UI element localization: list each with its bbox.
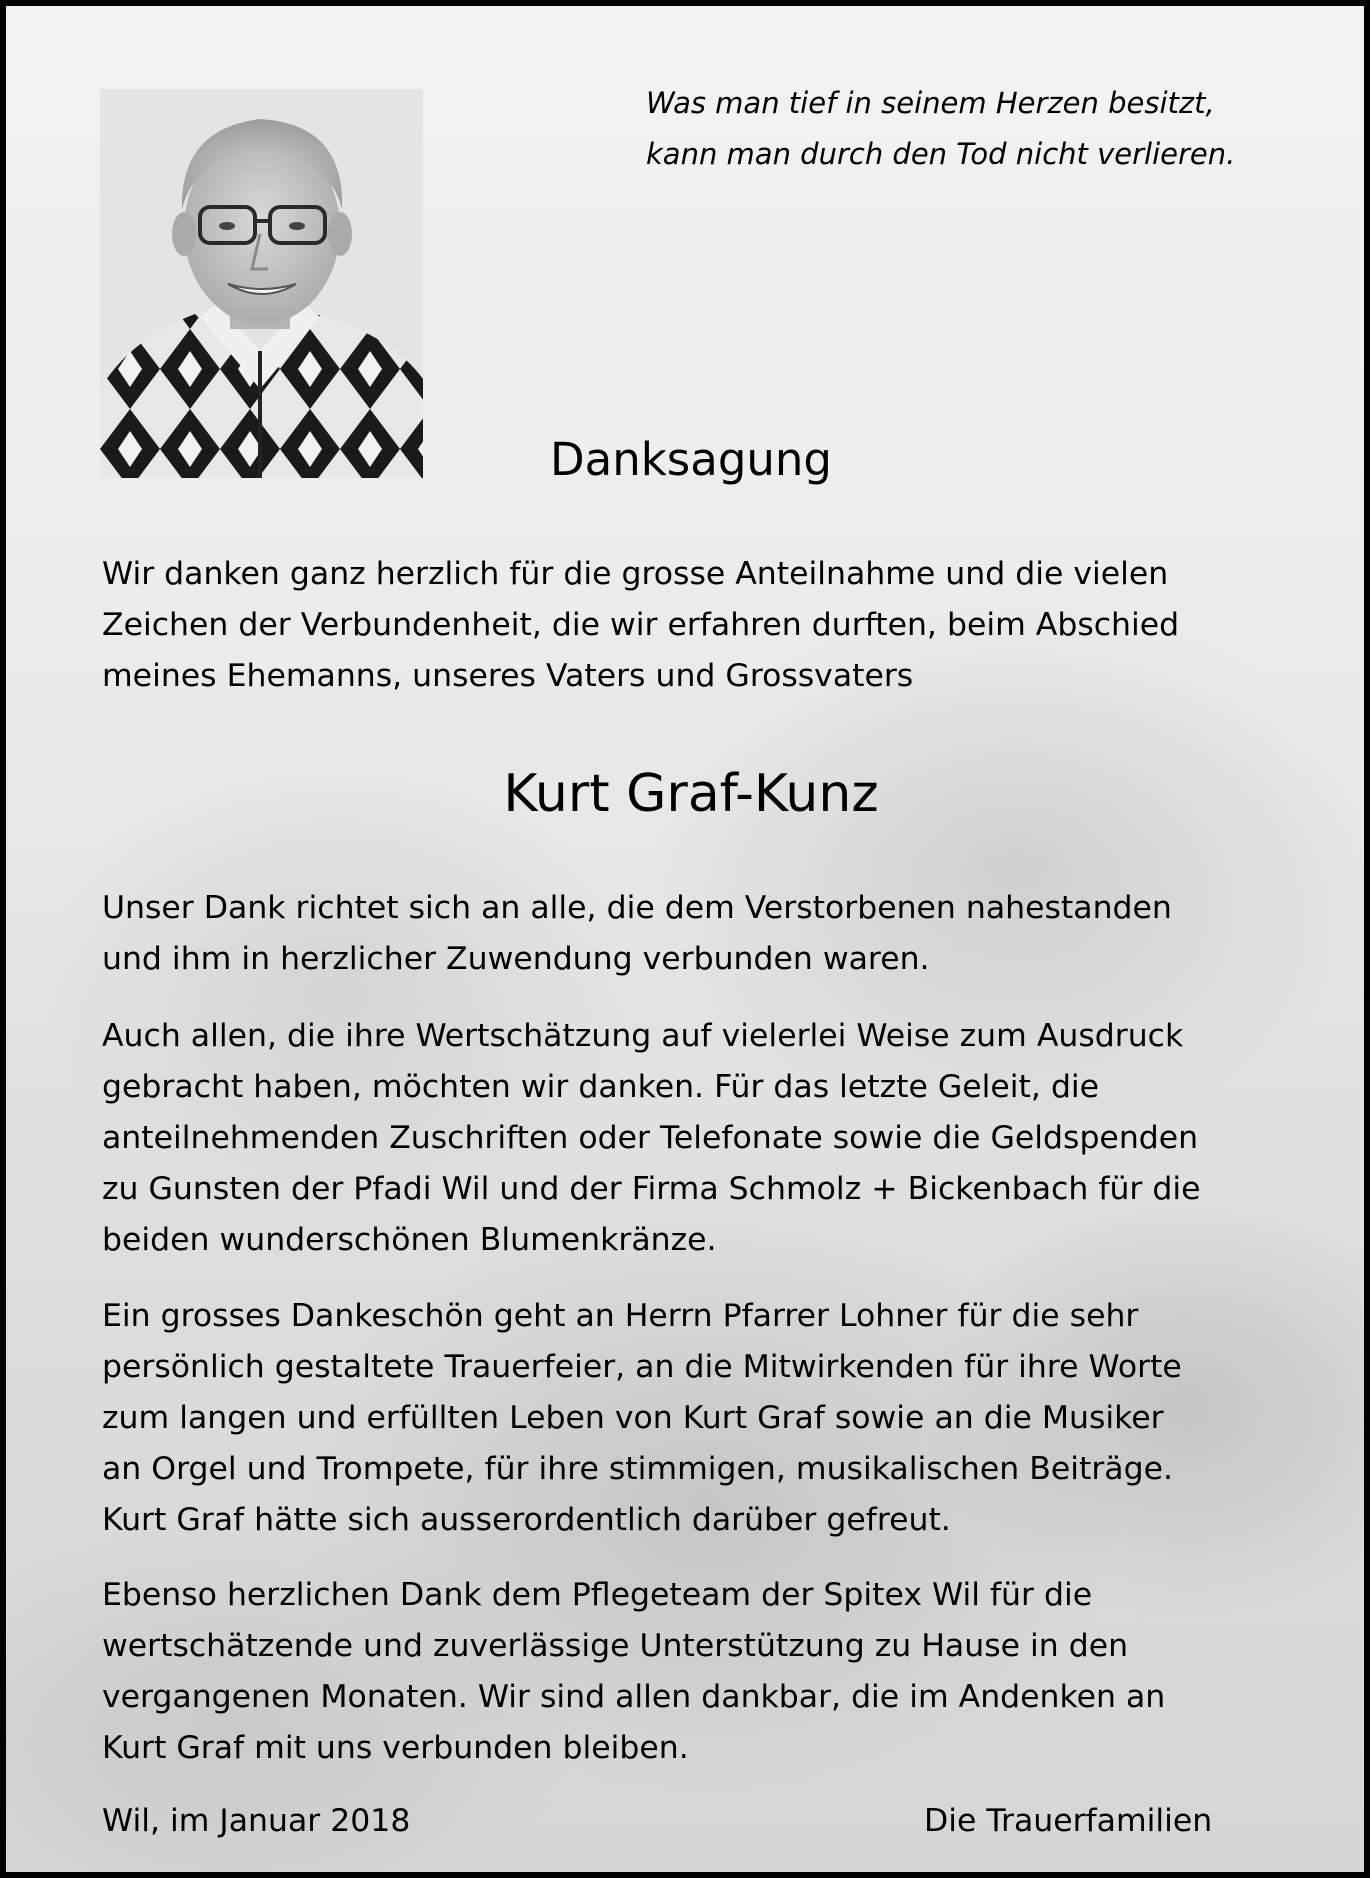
text-line: wertschätzende und zuverlässige Unterstützung zu Hause in den xyxy=(102,1628,1129,1664)
text-line: persönlich gestaltete Trauerfeier, an die Mitwirkenden für ihre Worte xyxy=(102,1349,1182,1385)
paragraph-thanks-appreciation xyxy=(102,1011,1302,1266)
text-line: anteilnehmenden Zuschriften oder Telefonate sowie die Geldspenden xyxy=(102,1120,1199,1156)
text-line: Auch allen, die ihre Wertschätzung auf vielerlei Weise zum Ausdruck xyxy=(102,1018,1184,1054)
text-line: Kurt Graf mit uns verbunden bleiben. xyxy=(102,1730,689,1766)
page-title: Danksagung xyxy=(550,433,832,486)
text-line: an Orgel und Trompete, für ihre stimmigen, musikalischen Beiträge. xyxy=(102,1451,1173,1487)
epigraph-quote xyxy=(646,78,1286,180)
paragraph-thanks-care-team xyxy=(102,1570,1302,1774)
text-line: Zeichen der Verbundenheit, die wir erfahren durften, beim Abschied xyxy=(102,607,1180,643)
place-date: Wil, im Januar 2018 xyxy=(102,1803,411,1839)
text-line: meines Ehemanns, unseres Vaters und Grossvaters xyxy=(102,658,914,694)
text-line: Ein grosses Dankeschön geht an Herrn Pfarrer Lohner für die sehr xyxy=(102,1298,1139,1334)
text-line: Kurt Graf hätte sich ausserordentlich darüber gefreut. xyxy=(102,1502,951,1538)
text-line: Wir danken ganz herzlich für die grosse Anteilnahme und die vielen xyxy=(102,556,1169,592)
text-line: Ebenso herzlichen Dank dem Pflegeteam der Spitex Wil für die xyxy=(102,1577,1093,1613)
deceased-name: Kurt Graf-Kunz xyxy=(503,764,879,824)
signature: Die Trauerfamilien xyxy=(924,1803,1213,1839)
text-line: und ihm in herzlicher Zuwendung verbunden waren. xyxy=(102,941,930,977)
quote-line: Was man tief in seinem Herzen besitzt, xyxy=(646,86,1215,120)
quote-line: kann man durch den Tod nicht verlieren. xyxy=(646,137,1236,171)
text-line: gebracht haben, möchten wir danken. Für das letzte Geleit, die xyxy=(102,1069,1100,1105)
text-line: zu Gunsten der Pfadi Wil und der Firma Schmolz + Bickenbach für die xyxy=(102,1171,1201,1207)
text-line: beiden wunderschönen Blumenkränze. xyxy=(102,1222,717,1258)
paragraph-thanks-ceremony xyxy=(102,1291,1302,1546)
intro-paragraph xyxy=(102,549,1302,702)
text-line: vergangenen Monaten. Wir sind allen dankbar, die im Andenken an xyxy=(102,1679,1166,1715)
portrait-illustration xyxy=(100,89,423,478)
text-line: Unser Dank richtet sich an alle, die dem Verstorbenen nahestanden xyxy=(102,890,1172,926)
paragraph-thanks-all xyxy=(102,883,1302,985)
text-line: zum langen und erfüllten Leben von Kurt Graf sowie an die Musiker xyxy=(102,1400,1164,1436)
portrait-photo xyxy=(100,89,423,478)
